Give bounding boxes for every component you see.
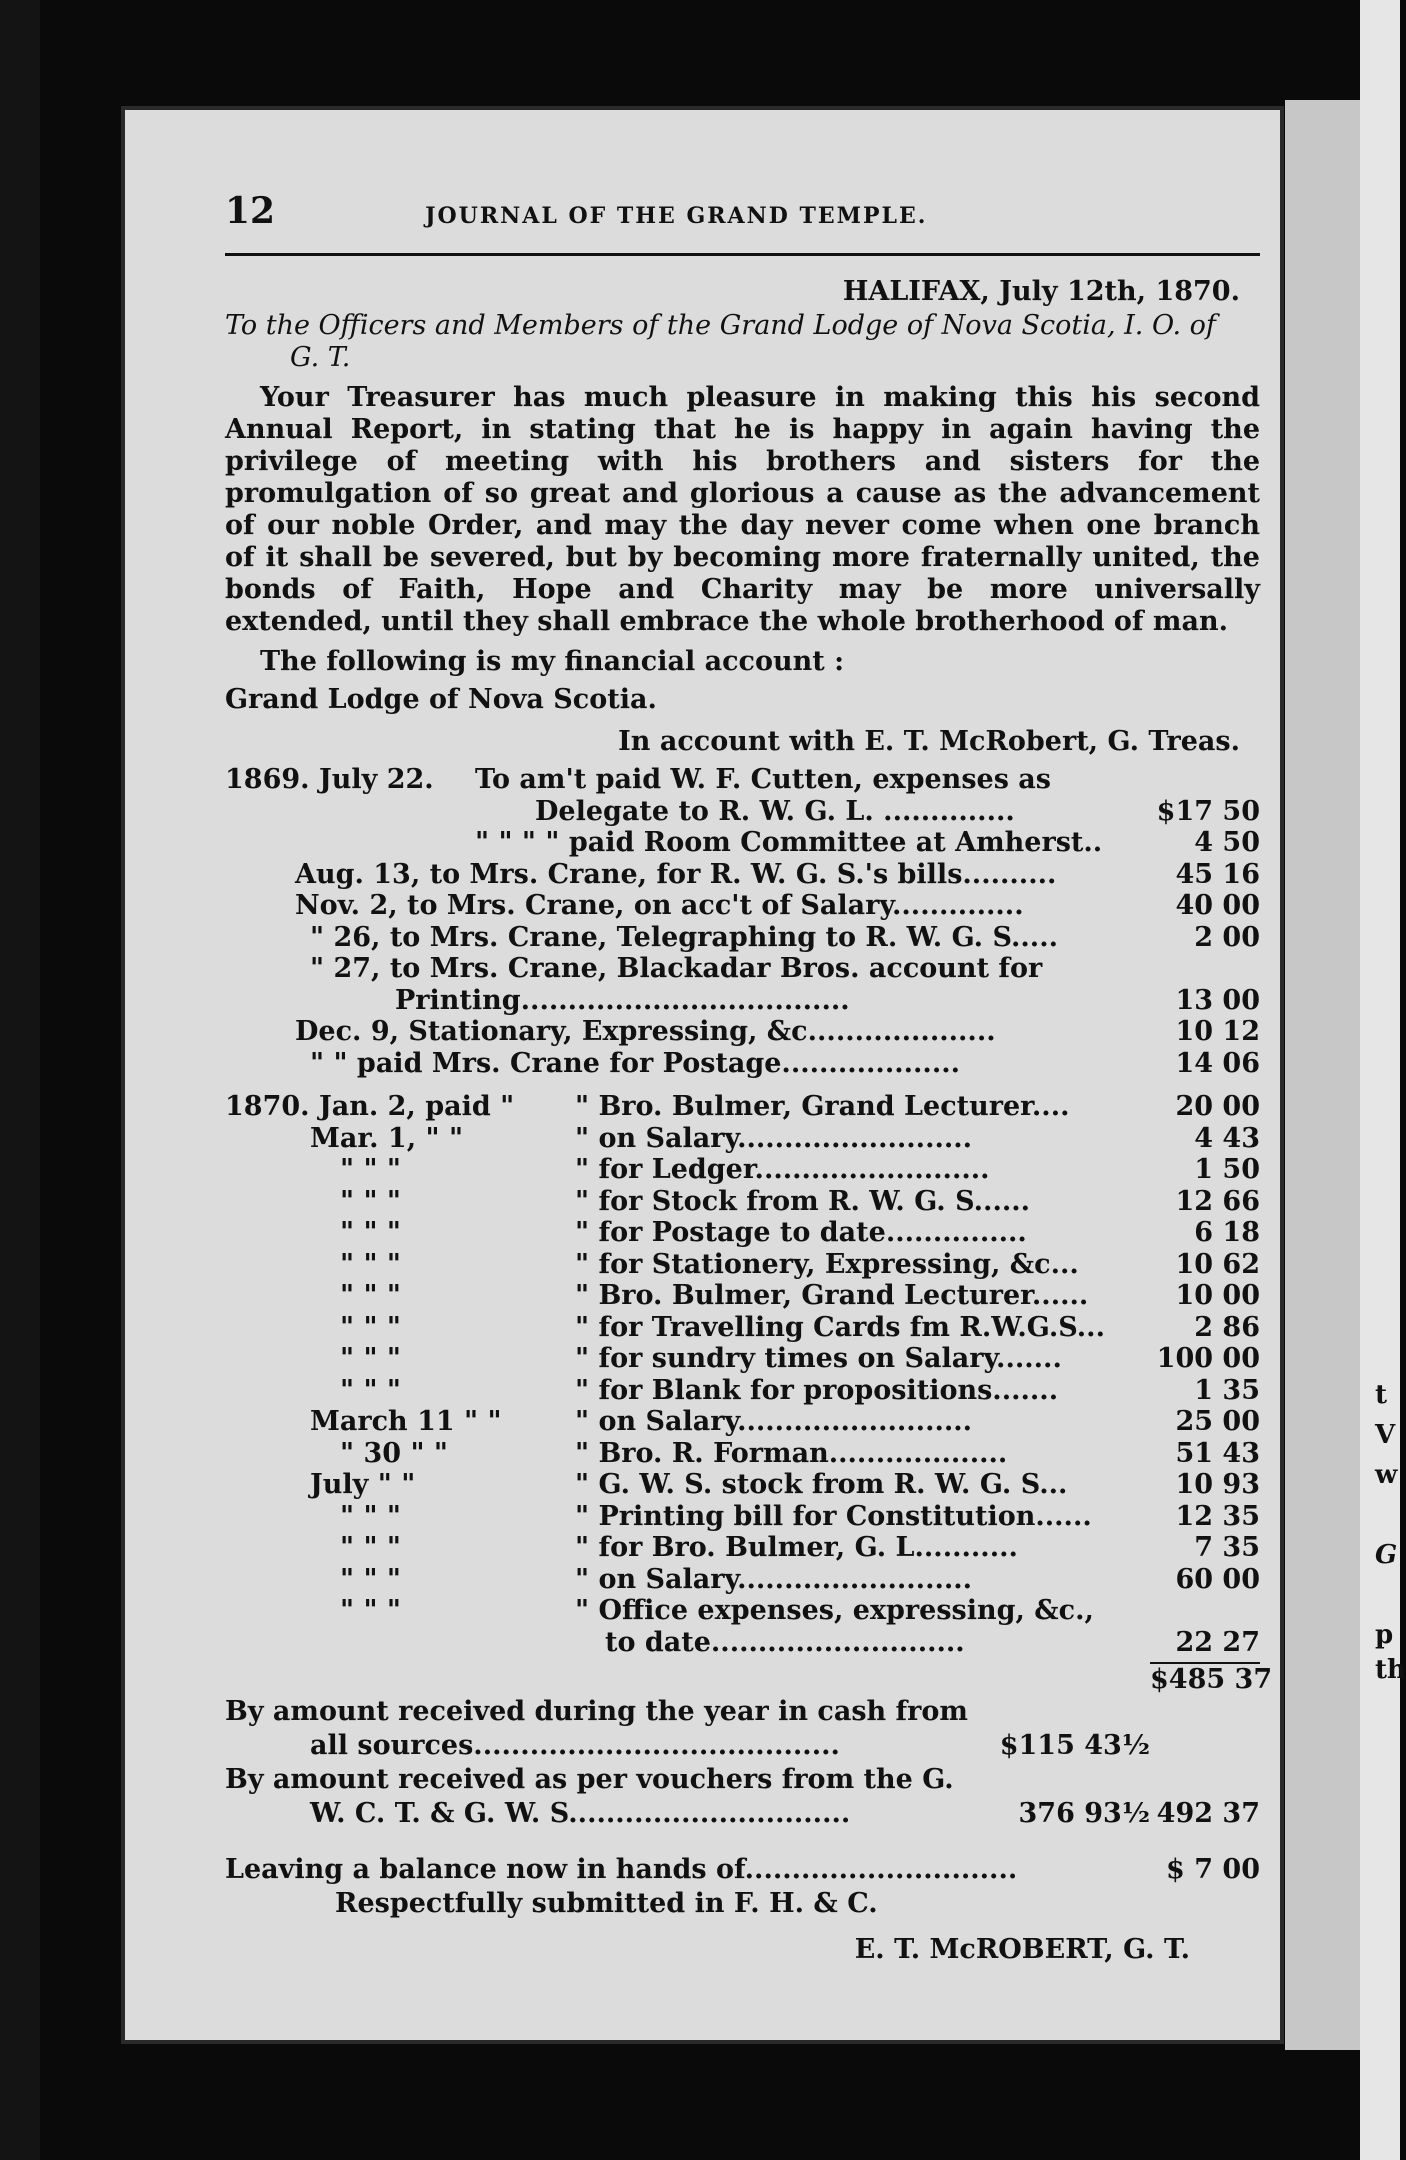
strip-char: V [1375, 1420, 1396, 1450]
strip-char: th [1375, 1655, 1406, 1685]
ledger-desc: " Bro. Bulmer, Grand Lecturer...... [575, 1280, 1089, 1311]
ledger-amount: 4 50 [1194, 827, 1260, 858]
submitted-line: Respectfully submitted in F. H. & C. [335, 1887, 878, 1919]
ledger-date: " " " [340, 1563, 402, 1595]
ledger-row [225, 1532, 1260, 1564]
ledger-row [225, 1501, 1260, 1533]
ledger-row [225, 890, 1260, 922]
address-line: To the Officers and Members of the Grand Lodge of Nova Scotia, I. O. of [225, 310, 1216, 341]
page-content [225, 190, 1273, 1966]
header-rule [225, 253, 1260, 256]
strip-char: w [1375, 1460, 1398, 1490]
ledger-amount: 10 93 [1175, 1469, 1260, 1500]
received-cash-row-2 [225, 1730, 1260, 1764]
ledger-row [225, 1375, 1260, 1407]
ledger-amount: 60 00 [1175, 1563, 1260, 1595]
ledger-row [225, 1564, 1260, 1596]
account-title: Grand Lodge of Nova Scotia. [225, 684, 657, 715]
ledger-date: " 30 " " [340, 1437, 448, 1469]
ledger-amount: 1 35 [1194, 1374, 1260, 1406]
ledger-date: " " " [340, 1595, 402, 1626]
ledger-desc: " Bro. Bulmer, Grand Lecturer.... [575, 1091, 1070, 1122]
ledger-desc: " for Blank for propositions....... [575, 1374, 1059, 1406]
ledger-desc: " Printing bill for Constitution...... [575, 1500, 1092, 1532]
running-head: JOURNAL OF THE GRAND TEMPLE. [425, 203, 928, 229]
ledger-desc: " 27, to Mrs. Crane, Blackadar Bros. account for [310, 953, 1043, 984]
ledger-row [225, 1186, 1260, 1218]
ledger-amount: 45 16 [1175, 858, 1260, 890]
received-vouchers-label-2: W. C. T. & G. W. S.............................. [310, 1797, 851, 1829]
ledger-amount: 22 27 [1175, 1626, 1260, 1658]
received-cash-label-2: all sources....................................... [310, 1729, 840, 1761]
ledger-desc: " for sundry times on Salary....... [575, 1343, 1062, 1374]
page-number: 12 [225, 190, 276, 232]
ledger-total-row [225, 1664, 1273, 1696]
dateline: HALIFAX, July 12th, 1870. [842, 276, 1240, 307]
ledger-row [225, 985, 1260, 1017]
ledger-row [225, 859, 1260, 891]
received-vouchers-label: By amount received as per vouchers from the G. [225, 1763, 954, 1795]
ledger-row [225, 1595, 1260, 1627]
ledger-desc: " for Stationery, Expressing, &c... [575, 1248, 1079, 1280]
signature: E. T. McROBERT, G. T. [854, 1933, 1190, 1965]
ledger-total: $485 37 [1150, 1664, 1273, 1695]
ledger-amount: 12 35 [1175, 1500, 1260, 1532]
intro-line: The following is my financial account : [260, 646, 845, 677]
account-with: In account with E. T. McRobert, G. Treas. [618, 726, 1240, 757]
ledger-amount: 2 00 [1194, 921, 1260, 953]
ledger-date: 1869. July 22. [225, 764, 434, 795]
ledger-row [225, 1217, 1260, 1249]
ledger-date: July " " [310, 1469, 416, 1500]
ledger-table [225, 764, 1273, 1696]
scan-dark-border [0, 0, 40, 2160]
ledger-date: " " " [340, 1280, 402, 1311]
ledger-amount: 13 00 [1175, 984, 1260, 1016]
ledger-desc: " for Bro. Bulmer, G. L........... [575, 1532, 1018, 1563]
ledger-desc: " on Salary......................... [575, 1406, 973, 1437]
ledger-date: " " " [340, 1311, 402, 1343]
received-total: 492 37 [1156, 1797, 1260, 1829]
ledger-desc: " " paid Mrs. Crane for Postage................... [310, 1047, 961, 1079]
ledger-desc: " G. W. S. stock from R. W. G. S... [575, 1469, 1068, 1500]
ledger-date: March 11 " " [310, 1406, 502, 1437]
ledger-row [225, 1312, 1260, 1344]
ledger-row [225, 764, 1260, 796]
ledger-row [225, 1469, 1260, 1501]
strip-char: p [1375, 1620, 1394, 1650]
ledger-desc: Delegate to R. W. G. L. .............. [535, 795, 1015, 827]
ledger-row [225, 1091, 1260, 1123]
ledger-date: " " " [340, 1217, 402, 1248]
ledger-row [225, 1343, 1260, 1375]
address-line: G. T. [290, 342, 351, 373]
ledger-row [225, 1627, 1260, 1659]
ledger-row [225, 1406, 1260, 1438]
ledger-desc: Aug. 13, to Mrs. Crane, for R. W. G. S.'s bills.......... [295, 858, 1057, 890]
ledger-desc: " on Salary......................... [575, 1563, 973, 1595]
ledger-row [225, 1438, 1260, 1470]
received-vouchers-amount: 376 93½ [1018, 1797, 1150, 1829]
body-paragraph: Your Treasurer has much pleasure in making this his second Annual Report, in stating that he is happy in again having the privilege of meeting with his brothers and sisters for the promulgation of so great and glorious a cause as the advancement of our noble Order, and may the day never come when one branch of it shall be severed, but by becoming more fraternally united, the bonds of Faith, Hope and Charity may be more universally extended, until they shall embrace the whole brotherhood of man. [225, 382, 1260, 637]
ledger-amount: 10 00 [1175, 1280, 1260, 1311]
ledger-amount: 4 43 [1194, 1122, 1260, 1154]
ledger-date: Mar. 1, " " [310, 1122, 464, 1154]
received-cash-label: By amount received during the year in cash from [225, 1695, 968, 1727]
page-header [225, 190, 1260, 235]
ledger-amount: 14 06 [1175, 1047, 1260, 1079]
ledger-amount: 100 00 [1156, 1343, 1260, 1374]
adjacent-page-edge [1285, 100, 1365, 2050]
ledger-desc: " for Ledger......................... [575, 1154, 990, 1185]
ledger-date: " " " [340, 1248, 402, 1280]
balance-label: Leaving a balance now in hands of............................. [225, 1853, 1018, 1885]
ledger-row [225, 1154, 1260, 1186]
ledger-row [225, 922, 1260, 954]
ledger-row [225, 796, 1260, 828]
received-cash-row [225, 1696, 1260, 1730]
ledger-desc: Printing................................... [395, 984, 850, 1016]
ledger-date: " " " [340, 1374, 402, 1406]
ledger-date: " " " [340, 1185, 402, 1217]
ledger-desc: to date........................... [605, 1626, 965, 1658]
ledger-amount: 6 18 [1194, 1217, 1260, 1248]
ledger-row [225, 827, 1260, 859]
received-vouchers-row-2 [225, 1798, 1260, 1832]
adjacent-page-strip [1360, 0, 1400, 2160]
ledger-desc: " Office expenses, expressing, &c., [575, 1595, 1094, 1626]
ledger-desc: Nov. 2, to Mrs. Crane, on acc't of Salary.............. [295, 890, 1024, 921]
ledger-year-gap [225, 1079, 1260, 1091]
ledger-row [225, 953, 1260, 985]
ledger-desc: Dec. 9, Stationary, Expressing, &c.................... [295, 1016, 996, 1047]
ledger-date: 1870. Jan. 2, paid " [225, 1091, 515, 1122]
strip-char: G [1375, 1540, 1398, 1570]
ledger-desc: " 26, to Mrs. Crane, Telegraphing to R. W. G. S..... [310, 921, 1058, 953]
balance-row [225, 1854, 1260, 1888]
ledger-desc: " on Salary......................... [575, 1122, 973, 1154]
ledger-date: " " " [340, 1343, 402, 1374]
ledger-row [225, 1280, 1260, 1312]
strip-char: t [1375, 1380, 1388, 1410]
ledger-desc: " Bro. R. Forman................... [575, 1437, 1008, 1469]
ledger-desc: " " " " paid Room Committee at Amherst.. [475, 827, 1103, 858]
ledger-amount: 25 00 [1175, 1406, 1260, 1437]
received-vouchers-row [225, 1764, 1260, 1798]
ledger-desc: To am't paid W. F. Cutten, expenses as [475, 764, 1051, 795]
ledger-row [225, 1249, 1260, 1281]
ledger-amount: $17 50 [1156, 795, 1260, 827]
ledger-amount: 10 62 [1175, 1248, 1260, 1280]
ledger-amount: 1 50 [1194, 1154, 1260, 1185]
ledger-amount: 12 66 [1175, 1185, 1260, 1217]
ledger-amount: 51 43 [1175, 1437, 1260, 1469]
ledger-amount: 7 35 [1194, 1532, 1260, 1563]
ledger-desc: " for Stock from R. W. G. S...... [575, 1185, 1031, 1217]
ledger-date: " " " [340, 1154, 402, 1185]
ledger-date: " " " [340, 1532, 402, 1563]
received-cash-amount: $115 43½ [999, 1729, 1150, 1761]
ledger-amount: 2 86 [1194, 1311, 1260, 1343]
ledger-row [225, 1016, 1260, 1048]
ledger-row [225, 1123, 1260, 1155]
journal-page [125, 110, 1280, 2040]
ledger-amount: 10 12 [1175, 1016, 1260, 1047]
ledger-desc: " for Travelling Cards fm R.W.G.S... [575, 1311, 1105, 1343]
ledger-date: " " " [340, 1500, 402, 1532]
ledger-amount: 40 00 [1175, 890, 1260, 921]
ledger-desc: " for Postage to date............... [575, 1217, 1027, 1248]
balance-amount: $ 7 00 [1166, 1853, 1260, 1885]
ledger-row [225, 1048, 1260, 1080]
ledger-amount: 20 00 [1175, 1091, 1260, 1122]
